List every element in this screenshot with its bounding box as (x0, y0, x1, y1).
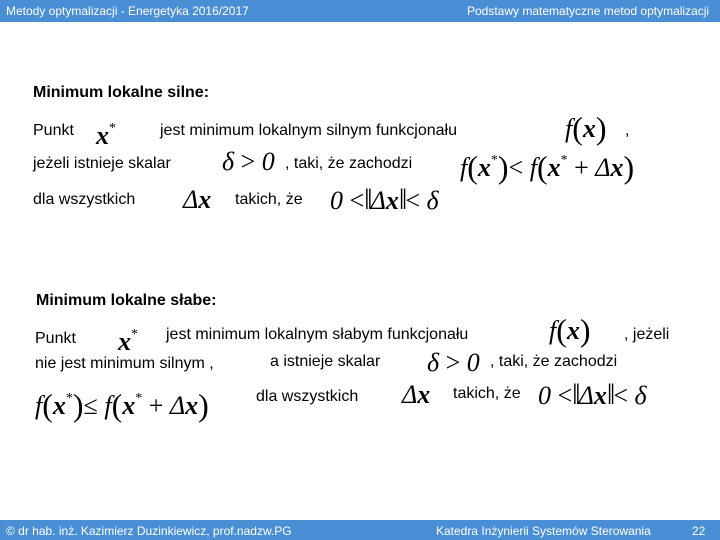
weak-for-all-text: dla wszystkich (256, 388, 359, 405)
weak-functional-formula: f(x) (549, 312, 591, 348)
strong-point-formula: x* (96, 121, 116, 150)
weak-minimum-heading: Minimum lokalne słabe: (36, 292, 217, 309)
strong-functional-formula: f(x) (565, 110, 607, 146)
strong-if-exists-text: jeżeli istnieje skalar (33, 155, 171, 172)
header-bar (0, 0, 720, 22)
weak-and-exists-text: a istnieje skalar (270, 353, 381, 370)
strong-inequality-formula: f(x*)< f(x* + Δx) (460, 149, 635, 185)
weak-punkt-label: Punkt (35, 330, 76, 347)
weak-point-formula: x* (118, 327, 138, 356)
strong-such-that-text: , taki, że zachodzi (285, 155, 413, 172)
weak-such-that-text: , taki, że zachodzi (490, 353, 618, 370)
weak-not-strong-text: nie jest minimum silnym , (35, 355, 214, 372)
weak-norm-condition-formula: 0 <‖Δx‖< δ (538, 378, 647, 411)
strong-for-all-text: dla wszystkich (33, 191, 136, 208)
strong-comma: , (625, 122, 630, 139)
strong-takich-text: takich, że (235, 191, 303, 208)
course-title: Metody optymalizacji - Energetyka 2016/2017 (6, 4, 249, 18)
page-number: 22 (692, 524, 706, 538)
strong-punkt-label: Punkt (33, 122, 74, 139)
strong-is-minimum-text: jest minimum lokalnym silnym funkcjonału (160, 122, 457, 139)
strong-minimum-heading: Minimum lokalne silne: (33, 84, 210, 101)
weak-delta-x-formula: Δx (402, 380, 431, 409)
section-title: Podstawy matematyczne metod optymalizacji (467, 4, 710, 18)
strong-delta-positive-formula: δ > 0 (222, 147, 275, 176)
footer-department: Katedra Inżynierii Systemów Sterowania (436, 524, 651, 538)
strong-delta-x-formula: Δx (183, 185, 212, 214)
footer-bar (0, 520, 720, 540)
weak-if-text: , jeżeli (624, 326, 670, 343)
weak-delta-positive-formula: δ > 0 (427, 348, 480, 377)
weak-is-minimum-text: jest minimum lokalnym słabym funkcjonału (166, 326, 469, 343)
footer-author: © dr hab. inż. Kazimierz Duzinkiewicz, prof.nadzw.PG (6, 524, 292, 538)
weak-inequality-formula: f(x*)≤ f(x* + Δx) (35, 387, 209, 423)
strong-norm-condition-formula: 0 <‖Δx‖< δ (330, 183, 439, 216)
weak-takich-text: takich, że (453, 385, 521, 402)
